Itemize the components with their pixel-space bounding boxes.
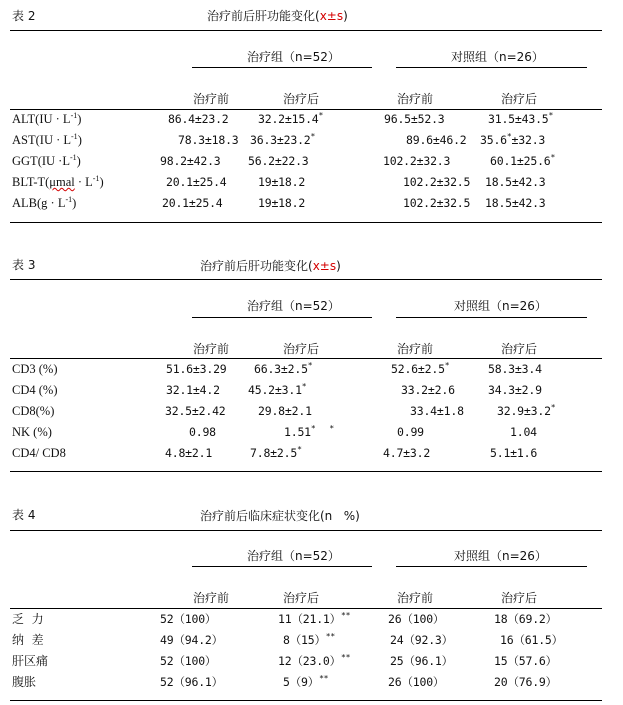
cell: 4.7±3.2 <box>383 446 431 460</box>
cell: 26（100） <box>388 612 445 626</box>
table-4-group-a-rule <box>192 566 372 567</box>
table-4-top-rule <box>10 530 602 531</box>
cell: 31.5±43.5* <box>488 111 554 126</box>
cell: 89.6±46.2 <box>406 133 467 147</box>
cell: 102.2±32.3 <box>383 154 451 168</box>
table-4-title: 治疗前后临床症状变化(n %) <box>200 509 360 523</box>
table-3-group-b-rule <box>396 317 587 318</box>
cell: 8（15）** <box>283 632 336 647</box>
table-2-subhead-2: 治疗后 <box>283 92 320 106</box>
row-label: CD4 (%) <box>12 383 58 397</box>
row-label: $ALB(g \cdot L^{-1})$ <box>12 195 77 210</box>
cell: 49（94.2） <box>160 633 223 647</box>
cell: 58.3±3.4 <box>488 362 542 376</box>
table-2-subhead-4: 治疗后 <box>501 92 538 106</box>
table-3-group-a: 治疗组（n=52） <box>247 299 340 313</box>
cell: 98.2±42.3 <box>160 154 221 168</box>
cell: 32.5±2.42 <box>165 404 226 418</box>
row-label: $AST(IU \cdot L^{-1})$ <box>12 132 82 147</box>
table-3-title <box>200 258 341 274</box>
table-3-subhead-3: 治疗前 <box>397 342 434 356</box>
cell: 52（96.1） <box>160 675 223 689</box>
cell: 36.3±23.2* <box>250 132 316 147</box>
cell: 25（96.1） <box>390 654 453 668</box>
cell: 19±18.2 <box>258 175 306 189</box>
cell: 4.8±2.1 <box>165 446 213 460</box>
table-2-title-symbol: x±s <box>319 9 344 23</box>
cell: 20.1±25.4 <box>162 196 223 210</box>
row-label: 腹胀 <box>12 675 37 689</box>
row-label: CD8(%) <box>12 404 55 418</box>
cell: 35.6*±32.3 <box>480 132 546 147</box>
table-3-group-b: 对照组（n=26） <box>454 299 547 313</box>
table-3-subhead-4: 治疗后 <box>501 342 538 356</box>
table-2-bottom-rule <box>10 222 602 223</box>
table-2-title <box>207 8 348 24</box>
cell: 18.5±42.3 <box>485 196 546 210</box>
table-4-group-a: 治疗组（n=52） <box>247 549 340 563</box>
table-2-group-b-rule <box>396 67 587 68</box>
table-4-label: 表 4 <box>12 508 36 522</box>
table-3-top-rule <box>10 279 602 280</box>
cell: 32.1±4.2 <box>166 383 220 397</box>
cell: 1.51* * <box>284 424 334 439</box>
table-2-group-b: 对照组（n=26） <box>451 50 544 64</box>
cell: 33.4±1.8 <box>410 404 464 418</box>
table-2-title-text: 治疗前后肝功能变化( <box>207 9 320 23</box>
cell: 24（92.3） <box>390 633 453 647</box>
table-4-subhead-4: 治疗后 <box>501 591 538 605</box>
cell: 78.3±18.3 <box>178 133 239 147</box>
table-4-header-rule <box>10 608 602 609</box>
table-4-group-b-rule <box>396 566 587 567</box>
table-4-subhead-3: 治疗前 <box>397 591 434 605</box>
cell: 33.2±2.6 <box>401 383 455 397</box>
table-3-header-rule <box>10 358 602 359</box>
cell: 102.2±32.5 <box>403 196 471 210</box>
row-label: 肝区痛 <box>12 654 49 668</box>
cell: 45.2±3.1* <box>248 382 307 397</box>
cell: 52（100） <box>160 612 217 626</box>
row-label: NK (%) <box>12 425 52 439</box>
table-3-group-a-rule <box>192 317 372 318</box>
table-2-top-rule <box>10 30 602 31</box>
table-2-subhead-3: 治疗前 <box>397 92 434 106</box>
table-4-subhead-1: 治疗前 <box>193 591 230 605</box>
cell: 5.1±1.6 <box>490 446 538 460</box>
cell: 1.04 <box>510 425 537 439</box>
cell: 56.2±22.3 <box>248 154 309 168</box>
cell: 32.9±3.2* <box>497 403 556 418</box>
table-2-title-close: ) <box>343 9 348 23</box>
table-2-header-rule <box>10 109 602 110</box>
row-label: 乏 力 <box>12 612 44 626</box>
row-label: $GGT(IU \cdot L^{-1})$ <box>12 153 81 168</box>
cell: 7.8±2.5* <box>250 445 302 460</box>
cell: 66.3±2.5* <box>254 361 313 376</box>
table-3-subhead-2: 治疗后 <box>283 342 320 356</box>
cell: 0.99 <box>397 425 424 439</box>
table-2-label: 表 2 <box>12 9 36 23</box>
row-label: CD3 (%) <box>12 362 58 376</box>
cell: 0.98 <box>189 425 216 439</box>
table-4-group-b: 对照组（n=26） <box>454 549 547 563</box>
cell: 18.5±42.3 <box>485 175 546 189</box>
table-3-subhead-1: 治疗前 <box>193 342 230 356</box>
cell: 26（100） <box>388 675 445 689</box>
cell: 18（69.2） <box>494 612 557 626</box>
table-4-subhead-2: 治疗后 <box>283 591 320 605</box>
row-label: CD4/ CD8 <box>12 446 66 460</box>
table-3-title-close: ) <box>336 259 341 273</box>
cell: 29.8±2.1 <box>258 404 312 418</box>
table-3-title-text: 治疗前后肝功能变化( <box>200 259 313 273</box>
cell: 20（76.9） <box>494 675 557 689</box>
table-3-title-symbol: x±s <box>312 259 337 273</box>
table-2-subhead-1: 治疗前 <box>193 92 230 106</box>
table-3-label: 表 3 <box>12 258 36 272</box>
cell: 12（23.0）** <box>278 653 351 668</box>
cell: 32.2±15.4* <box>258 111 324 126</box>
cell: 19±18.2 <box>258 196 306 210</box>
cell: 96.5±52.3 <box>384 112 445 126</box>
row-label: $ALT(IU \cdot L^{-1})$ <box>12 111 82 126</box>
cell: 11（21.1）** <box>278 611 351 626</box>
table-4-bottom-rule <box>10 700 602 701</box>
row-label: $BLT-T(\mu mal \cdot L^{-1})$ <box>12 174 104 189</box>
cell: 86.4±23.2 <box>168 112 229 126</box>
cell: 5（9）** <box>283 674 329 689</box>
table-3-bottom-rule <box>10 471 602 472</box>
row-label: 纳 差 <box>12 633 44 647</box>
cell: 102.2±32.5 <box>403 175 471 189</box>
cell: 16（61.5） <box>500 633 563 647</box>
table-2-group-a-rule <box>192 67 372 68</box>
cell: 51.6±3.29 <box>166 362 227 376</box>
cell: 34.3±2.9 <box>488 383 542 397</box>
cell: 15（57.6） <box>494 654 557 668</box>
cell: 60.1±25.6* <box>490 153 556 168</box>
table-2-group-a: 治疗组（n=52） <box>247 50 340 64</box>
cell: 20.1±25.4 <box>166 175 227 189</box>
cell: 52.6±2.5* <box>391 361 450 376</box>
cell: 52（100） <box>160 654 217 668</box>
